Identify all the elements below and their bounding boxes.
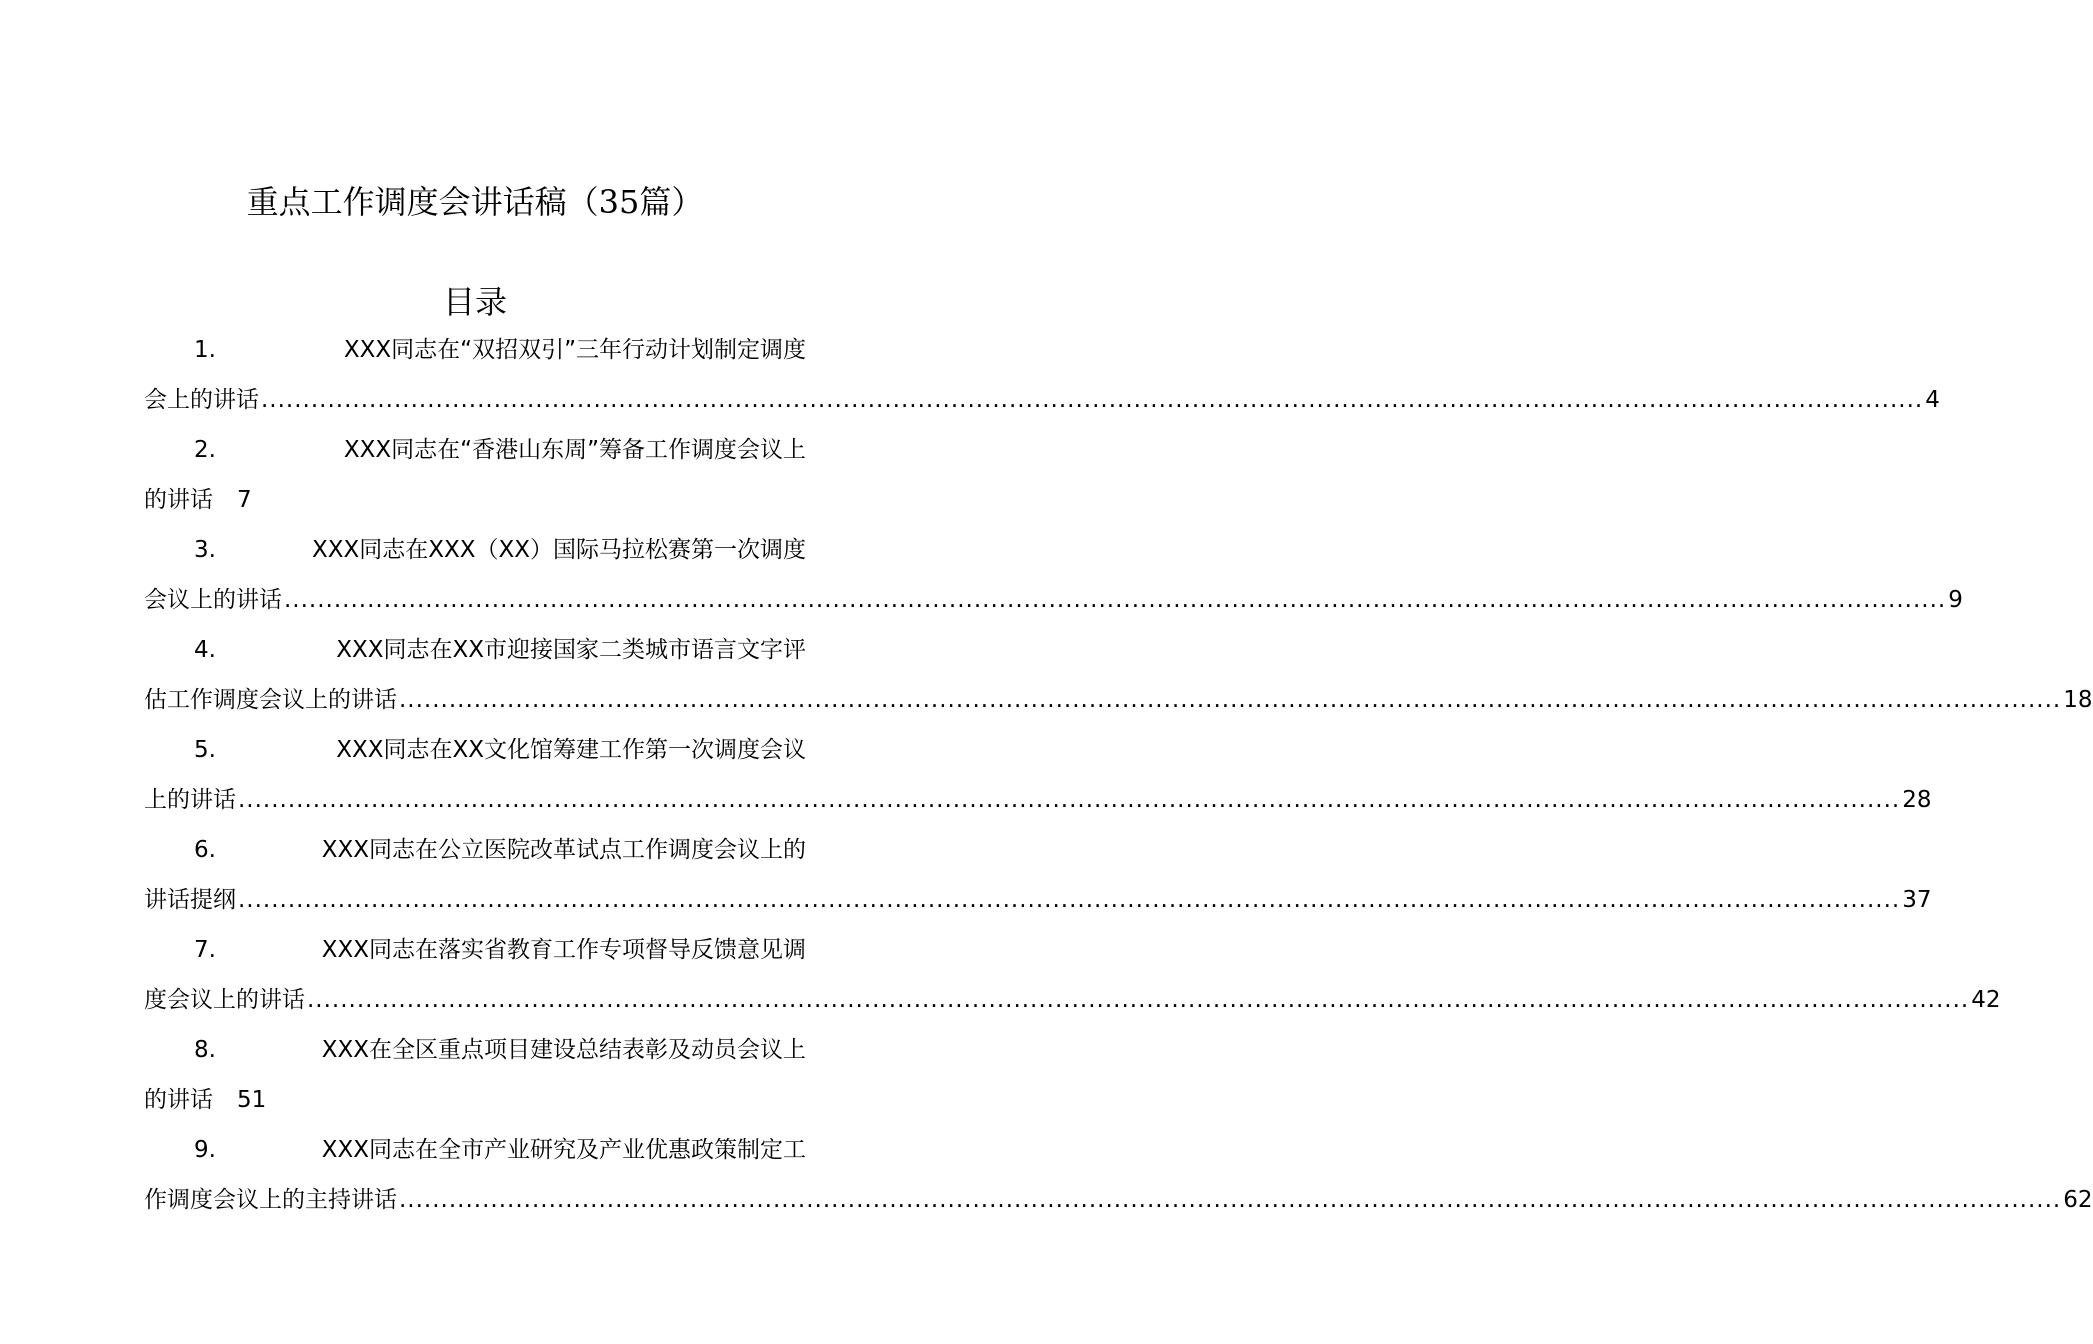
toc-entry-number: 5. — [194, 737, 216, 763]
toc-entry-line1 — [144, 925, 806, 975]
toc-entry-line1 — [144, 525, 806, 575]
toc-page-number: 62 — [2063, 1187, 2093, 1213]
toc-entry-title-end: 讲话提纲 — [144, 887, 236, 913]
toc-heading: 目录 — [442, 283, 507, 321]
toc-entry-title-end: 估工作调度会议上的讲话 — [144, 687, 397, 713]
toc-entry-line1 — [144, 1125, 806, 1175]
toc-entry-line1 — [144, 725, 806, 775]
toc-entry-number: 8. — [194, 1037, 216, 1063]
toc-entry-title-end: 上的讲话 — [144, 787, 236, 813]
toc-entry-title-start: XXX同志在“双招双引”三年行动计划制定调度 — [343, 337, 806, 363]
toc-entry-title-end: 作调度会议上的主持讲话 — [144, 1187, 397, 1213]
table-of-contents — [144, 325, 2093, 1225]
toc-entry-number: 3. — [194, 537, 216, 563]
toc-entry-line2 — [144, 975, 2001, 1025]
dot-leader: ........................................................................................................................................................................................................ — [399, 1187, 2062, 1213]
toc-page-number: 18 — [2063, 687, 2093, 713]
toc-entry-line1 — [144, 825, 806, 875]
toc-entry-number: 7. — [194, 937, 216, 963]
dot-leader: ........................................................................................................................................................................................................ — [284, 587, 1947, 613]
toc-entry-line1 — [144, 325, 806, 375]
toc-entry[interactable] — [144, 425, 806, 525]
toc-entry[interactable] — [144, 1125, 2093, 1225]
toc-entry-title-end: 度会议上的讲话 — [144, 987, 305, 1013]
toc-entry-title-start: XXX同志在“香港山东周”筹备工作调度会议上 — [343, 437, 806, 463]
toc-entry-title-start: XXX同志在XX市迎接国家二类城市语言文字评 — [336, 637, 806, 663]
toc-entry-line1 — [144, 1025, 806, 1075]
toc-entry[interactable] — [144, 825, 1932, 925]
toc-page-number: 7 — [237, 487, 252, 513]
toc-page-number: 51 — [237, 1087, 267, 1113]
title-count: 35 — [598, 183, 640, 221]
toc-entry-title-start: XXX在全区重点项目建设总结表彰及动员会议上 — [321, 1037, 806, 1063]
toc-entry-line1 — [144, 425, 806, 475]
toc-entry-title-start: XXX同志在XX文化馆筹建工作第一次调度会议 — [336, 737, 806, 763]
toc-entry-line2 — [144, 1175, 2093, 1225]
dot-leader: ........................................................................................................................................................................................................ — [238, 787, 1901, 813]
toc-entry[interactable] — [144, 625, 2093, 725]
toc-page-number: 4 — [1925, 387, 1940, 413]
toc-entry-line2 — [144, 375, 1940, 425]
title-tail: 篇） — [639, 183, 704, 221]
toc-entry-number: 6. — [194, 837, 216, 863]
toc-entry-line2 — [144, 575, 1963, 625]
toc-entry-title-end: 会议上的讲话 — [144, 587, 282, 613]
toc-entry-number: 4. — [194, 637, 216, 663]
toc-entry-title-end: 的讲话 — [144, 487, 213, 513]
toc-entry[interactable] — [144, 1025, 806, 1125]
toc-entry-number: 9. — [194, 1137, 216, 1163]
dot-leader: ........................................................................................................................................................................................................ — [307, 987, 1970, 1013]
toc-page-number: 28 — [1902, 787, 1932, 813]
toc-entry-line1 — [144, 625, 806, 675]
toc-entry-title-start: XXX同志在落实省教育工作专项督导反馈意见调 — [321, 937, 806, 963]
toc-entry-number: 1. — [194, 337, 216, 363]
dot-leader: ........................................................................................................................................................................................................ — [238, 887, 1901, 913]
toc-entry-title-end: 的讲话 — [144, 1087, 213, 1113]
toc-page-number: 9 — [1948, 587, 1963, 613]
toc-entry-title-start: XXX同志在XXX（XX）国际马拉松赛第一次调度 — [311, 537, 806, 563]
dot-leader: ........................................................................................................................................................................................................ — [399, 687, 2062, 713]
title-main: 重点工作调度会讲话稿（ — [246, 183, 599, 221]
dot-leader: ........................................................................................................................................................................................................ — [261, 387, 1924, 413]
document-title — [0, 176, 950, 228]
toc-entry-number: 2. — [194, 437, 216, 463]
toc-entry-line2 — [144, 875, 1932, 925]
toc-entry-line2 — [144, 675, 2093, 725]
toc-entry-title-start: XXX同志在公立医院改革试点工作调度会议上的 — [321, 837, 806, 863]
toc-page-number: 42 — [1971, 987, 2001, 1013]
toc-entry[interactable] — [144, 525, 1963, 625]
toc-page-number: 37 — [1902, 887, 1932, 913]
toc-entry[interactable] — [144, 725, 1932, 825]
toc-entry[interactable] — [144, 325, 1940, 425]
toc-entry-line2 — [144, 475, 806, 525]
toc-entry-line2 — [144, 1075, 806, 1125]
toc-entry[interactable] — [144, 925, 2001, 1025]
toc-entry-line2 — [144, 775, 1932, 825]
toc-entry-title-end: 会上的讲话 — [144, 387, 259, 413]
toc-entry-title-start: XXX同志在全市产业研究及产业优惠政策制定工 — [321, 1137, 806, 1163]
